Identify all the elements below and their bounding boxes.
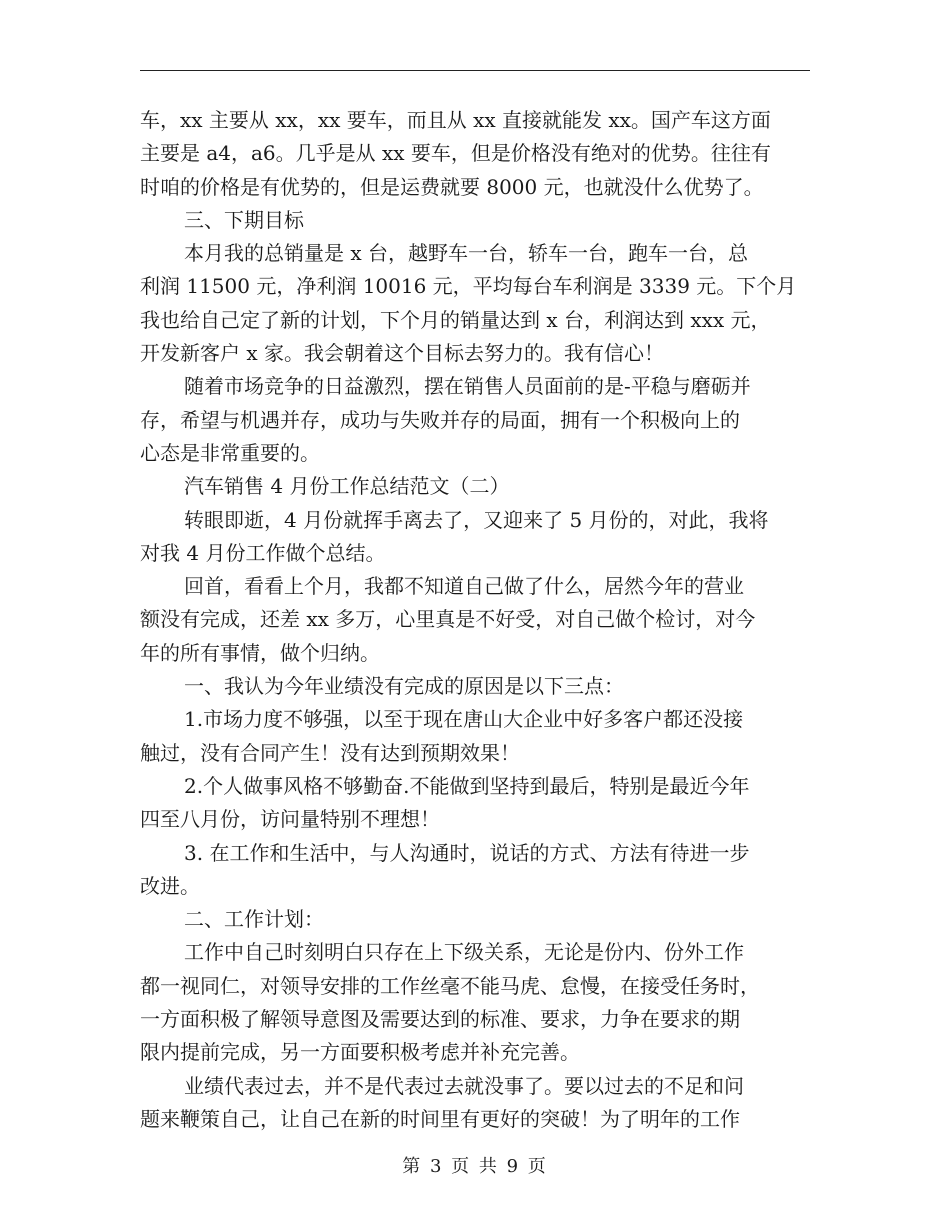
text-line: 改进。 xyxy=(140,873,200,898)
text-line: 利润 11500 元，净利润 10016 元，平均每台车利润是 3339 元。下个月 xyxy=(140,274,797,299)
text-line: 转眼即逝，4 月份就挥手离去了，又迎来了 5 月份的，对此，我将 xyxy=(184,507,769,532)
text-line: 四至八月份，访问量特别不理想！ xyxy=(140,807,440,832)
text-line: 时咱的价格是有优势的，但是运费就要 8000 元，也就没什么优势了。 xyxy=(140,174,764,199)
text-line: 一、我认为今年业绩没有完成的原因是以下三点： xyxy=(184,674,624,699)
text-line: 汽车销售 4 月份工作总结范文（二） xyxy=(184,474,510,499)
text-line: 2.个人做事风格不够勤奋.不能做到坚持到最后，特别是最近今年 xyxy=(184,773,750,798)
text-line: 主要是 a4，a6。几乎是从 xx 要车，但是价格没有绝对的优势。往往有 xyxy=(140,141,771,166)
text-line: 一方面积极了解领导意图及需要达到的标准、要求，力争在要求的期 xyxy=(140,1007,740,1032)
text-line: 都一视同仁，对领导安排的工作丝毫不能马虎、怠慢，在接受任务时， xyxy=(140,973,760,998)
text-line: 3. 在工作和生活中，与人沟通时，说话的方式、方法有待进一步 xyxy=(184,840,750,865)
text-line: 额没有完成，还差 xx 多万，心里真是不好受，对自己做个检讨，对今 xyxy=(140,607,756,632)
text-line: 回首，看看上个月，我都不知道自己做了什么，居然今年的营业 xyxy=(184,574,744,599)
text-line: 开发新客户 x 家。我会朝着这个目标去努力的。我有信心！ xyxy=(140,341,664,366)
page-number: 第 3 页 共 9 页 xyxy=(402,1156,548,1177)
text-line: 工作中自己时刻明白只存在上下级关系，无论是份内、份外工作 xyxy=(184,940,744,965)
text-line: 对我 4 月份工作做个总结。 xyxy=(140,540,386,565)
text-line: 年的所有事情，做个归纳。 xyxy=(140,640,380,665)
text-line: 心态是非常重要的。 xyxy=(140,440,320,465)
text-line: 二、工作计划： xyxy=(184,907,324,932)
text-line: 触过，没有合同产生！没有达到预期效果！ xyxy=(140,740,520,765)
header-rule xyxy=(140,70,810,71)
text-line: 题来鞭策自己，让自己在新的时间里有更好的突破！为了明年的工作 xyxy=(140,1106,740,1131)
text-line: 随着市场竞争的日益激烈，摆在销售人员面前的是-平稳与磨砺并 xyxy=(184,374,751,399)
text-line: 业绩代表过去，并不是代表过去就没事了。要以过去的不足和问 xyxy=(184,1073,744,1098)
text-line: 限内提前完成，另一方面要积极考虑并补充完善。 xyxy=(140,1040,580,1065)
text-line: 车，xx 主要从 xx，xx 要车，而且从 xx 直接就能发 xx。国产车这方面 xyxy=(140,108,771,132)
text-line: 存，希望与机遇并存，成功与失败并存的局面，拥有一个积极向上的 xyxy=(140,407,740,432)
text-line: 本月我的总销量是 x 台，越野车一台，轿车一台，跑车一台，总 xyxy=(184,241,748,266)
text-line: 1.市场力度不够强，以至于现在唐山大企业中好多客户都还没接 xyxy=(184,707,744,732)
document-body xyxy=(140,104,810,1136)
text-line: 我也给自己定了新的计划，下个月的销量达到 x 台，利润达到 xxx 元， xyxy=(140,307,771,332)
text-line: 三、下期目标 xyxy=(184,207,304,232)
